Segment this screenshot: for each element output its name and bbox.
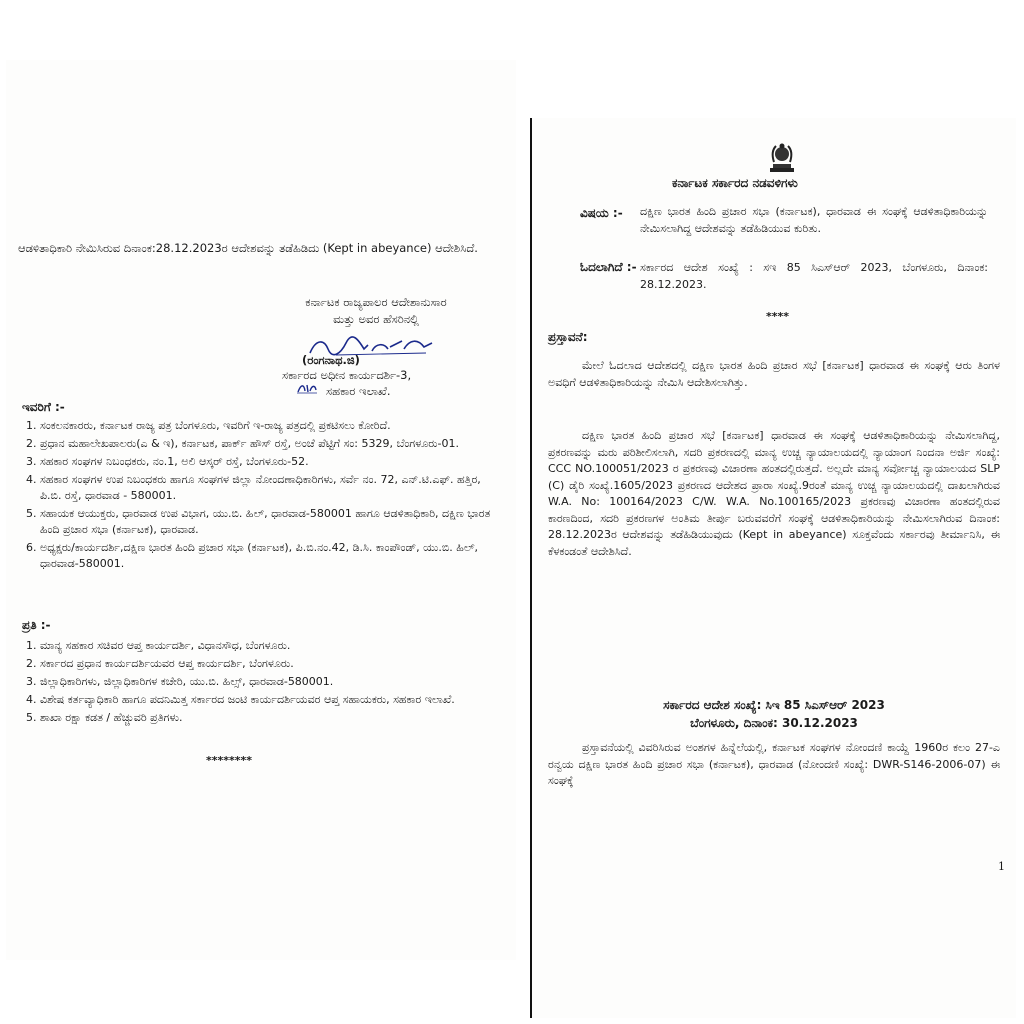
list-item: 1. ಸಂಕಲನಕಾರರು, ಕರ್ನಾಟಕ ರಾಜ್ಯ ಪತ್ರ ಬೆಂಗಳೂರು, ಇವರಿಗೆ ಇ-ರಾಜ್ಯ ಪತ್ರದಲ್ಲಿ ಪ್ರಕಟಿಸಲು ಕೋರಿದೆ. [40,418,500,434]
copy-to-heading: ಪ್ರತಿ :- [22,618,51,632]
order-date: ಬೆಂಗಳೂರು, ದಿನಾಂಕ: 30.12.2023 [690,716,858,730]
recipients-list [28,418,500,573]
right-document-page [530,118,1016,1018]
preamble-paragraph-2: ದಕ್ಷಿಣ ಭಾರತ ಹಿಂದಿ ಪ್ರಚಾರ ಸಭೆ [ಕರ್ನಾಟಕ] ಧಾರವಾಡ ಈ ಸಂಘಕ್ಕೆ ಆಡಳಿತಾಧಿಕಾರಿಯನ್ನು ನೇಮಿಸಲಾಗಿದ್ದ, ಪ್ರಕರಣವನ್ನು ಮರು ಪರಿಶೀಲಿಸಲಾಗಿ, ಸದರಿ ಪ್ರಕರಣದಲ್ಲಿ ಮಾನ್ಯ ಉಚ್ಚ ನ್ಯಾಯಾಲಯದಲ್ಲಿ ನ್ಯಾಯಾಂಗ ನಿಂದನಾ ಅರ್ಜಿ ಸಂಖ್ಯೆ: CCC NO.100051/2023 ರ ಪ್ರಕರಣವು ವಿಚಾರಣಾ ಹಂತದಲ್ಲಿರುತ್ತದೆ. ಅಲ್ಲದೇ ಮಾನ್ಯ ಸರ್ವೋಚ್ಚ ನ್ಯಾಯಾಲಯದ SLP (C) ಡೈರಿ ಸಂಖ್ಯೆ.1605/2023 ಪ್ರಕರಣದ ಆದೇಶದ ಪ್ರಾರಾ ಸಂಖ್ಯೆ.9ರಂತೆ ಮಾನ್ಯ ಉಚ್ಚ ನ್ಯಾಯಾಲಯದಲ್ಲಿ ದಾಖಲಾಗಿರುವ W.A. No: 100164/2023 C/W. W.A. No.100165/2023 ಪ್ರಕರಣವು ವಿಚಾರಣಾ ಹಂತದಲ್ಲಿರುವ ಕಾರಣದಿಂದ, ಸದರಿ ಪ್ರಕರಣಗಳ ಅಂತಿಮ ತೀರ್ಪು ಬರುವವರೆಗೆ ಸಂಘಕ್ಕೆ ಆಡಳಿತಾಧಿಕಾರಿಯನ್ನು ನೇಮಿಸಲಾಗಿರುವ ದಿನಾಂಕ: 28.12.2023ರ ಆದೇಶವನ್ನು ತಡೆಹಿಡಿಯುವುದು (Kept in abeyance) ಸೂಕ್ತವೆಂದು ಸರ್ಕಾರವು ತೀರ್ಮಾನಿಸಿ, ಈ ಕೆಳಕಂಡಂತೆ ಆದೇಶಿಸಿದೆ. [548,429,1000,558]
end-marker: ******** [206,754,253,767]
read-text: ಸರ್ಕಾರದ ಆದೇಶ ಸಂಖ್ಯೆ : ಸಇ 85 ಸಿಎಸ್‌ಆರ್ 2023, ಬೆಂಗಳೂರು, ದಿನಾಂಕ: 28.12.2023. [640,261,988,291]
preamble-heading: ಪ್ರಸ್ತಾವನೆ: [548,330,588,344]
initials-mark [296,382,318,394]
list-item: 6. ಅಧ್ಯಕ್ಷರು/ಕಾರ್ಯದರ್ಶಿ,ದಕ್ಷಿಣ ಭಾರತ ಹಿಂದಿ ಪ್ರಚಾರ ಸಭಾ (ಕರ್ನಾಟಕ), ಪಿ.ಬಿ.ನಂ.42, ಡಿ.ಸಿ. ಕಾಂಪೌಂಡ್, ಯು.ಬಿ. ಹಿಲ್, ಧಾರವಾಡ-580001. [40,540,500,572]
list-item: 3. ಸಹಕಾರ ಸಂಘಗಳ ನಿಬಂಧಕರು, ನಂ.1, ಅಲಿ ಆಸ್ಕರ್ ರಸ್ತೆ, ಬೆಂಗಳೂರು-52. [40,454,500,470]
list-item: 2. ಪ್ರಧಾನ ಮಹಾಲೇಖಪಾಲರು(ಎ & ಇ), ಕರ್ನಾಟಕ, ಪಾರ್ಕ್ ಹೌಸ್ ರಸ್ತೆ, ಅಂಚೆ ಪೆಟ್ಟಿಗೆ ಸಂ: 5329, ಬೆಂಗಳೂರು-01. [40,436,500,452]
list-item: 1. ಮಾನ್ಯ ಸಹಕಾರ ಸಚಿವರ ಆಪ್ತ ಕಾರ್ಯದರ್ಶಿ, ವಿಧಾನಸೌಧ, ಬೆಂಗಳೂರು. [40,638,500,654]
section-separator: **** [766,310,790,323]
copy-to-list [28,638,500,728]
list-item: 2. ಸರ್ಕಾರದ ಪ್ರಧಾನ ಕಾರ್ಯದರ್ಶಿಯವರ ಆಪ್ತ ಕಾರ್ಯದರ್ಶಿ, ಬೆಂಗಳೂರು. [40,656,500,672]
government-emblem-icon [764,142,800,174]
left-document-page [6,60,516,960]
signatory-department: ಸಹಕಾರ ಇಲಾಖೆ. [326,384,391,398]
page-number: 1 [998,860,1005,873]
list-item: 5. ಸಹಾಯಕ ಆಯುಕ್ತರು, ಧಾರವಾಡ ಉಪ ವಿಭಾಗ, ಯು.ಬಿ. ಹಿಲ್, ಧಾರವಾಡ-580001 ಹಾಗೂ ಆಡಳಿತಾಧಿಕಾರಿ, ದಕ್ಷಿಣ ಭಾರತ ಹಿಂದಿ ಪ್ರಚಾರ ಸಭಾ (ಕರ್ನಾಟಕ), ಧಾರವಾಡ. [40,506,500,538]
read-label: ಓದಲಾಗಿದೆ :- [580,260,637,274]
signatory-name: (ರಂಗನಾಥ.ಜಿ) [302,353,360,367]
subject-label: ವಿಷಯ :- [580,206,623,220]
list-item: 3. ಜಿಲ್ಲಾಧಿಕಾರಿಗಳು, ಜಿಲ್ಲಾಧಿಕಾರಿಗಳ ಕಚೇರಿ, ಯು.ಬಿ. ಹಿಲ್ಸ್, ಧಾರವಾಡ-580001. [40,674,500,690]
list-item: 4. ಸಹಕಾರ ಸಂಘಗಳ ಉಪ ನಿಬಂಧಕರು ಹಾಗೂ ಸಂಘಗಳ ಜಿಲ್ಲಾ ನೋಂದಣಾಧಿಕಾರಿಗಳು, ಸರ್ವೆ ನಂ. 72, ಎನ್.ಟಿ.ಎಫ್. ಹತ್ತಿರ, ಪಿ.ಬಿ. ರಸ್ತೆ, ಧಾರವಾಡ - 580001. [40,472,500,504]
recipients-heading: ಇವರಿಗೆ :- [22,400,65,414]
subject-text: ದಕ್ಷಿಣ ಭಾರತ ಹಿಂದಿ ಪ್ರಚಾರ ಸಭಾ (ಕರ್ನಾಟಕ), ಧಾರವಾಡ ಈ ಸಂಘಕ್ಕೆ ಆಡಳಿತಾಧಿಕಾರಿಯನ್ನು ನೇಮಿಸಲಾಗಿದ್ದ ಆದೇಶವನ್ನು ತಡೆಹಿಡಿಯುವ ಕುರಿತು. [640,205,988,235]
order-paragraph: ಪ್ರಸ್ತಾವನೆಯಲ್ಲಿ ವಿವರಿಸಿರುವ ಅಂಶಗಳ ಹಿನ್ನೆಲೆಯಲ್ಲಿ, ಕರ್ನಾಟಕ ಸಂಘಗಳ ನೋಂದಣಿ ಕಾಯ್ದೆ 1960ರ ಕಲಂ 27-ಎ ರನ್ವಯ ದಕ್ಷಿಣ ಭಾರತ ಹಿಂದಿ ಪ್ರಚಾರ ಸಭಾ (ಕರ್ನಾಟಕ), ಧಾರವಾಡ (ನೋಂದಣಿ ಸಂಖ್ಯೆ: DWR-S146-2006-07) ಈ ಸಂಘಕ್ಕೆ [548,741,1000,787]
signature-line-1: ಕರ್ನಾಟಕ ರಾಜ್ಯಪಾಲರ ಆದೇಶಾನುಸಾರ [305,295,447,309]
list-item: 5. ಶಾಖಾ ರಕ್ಷಾ ಕಡತ / ಹೆಚ್ಚುವರಿ ಪ್ರತಿಗಳು. [40,710,500,726]
order-number: ಸರ್ಕಾರದ ಆದೇಶ ಸಂಖ್ಯೆ: ಸಿಇ 85 ಸಿಎಸ್‌ಆರ್ 2023 [663,698,885,712]
list-item: 4. ವಿಶೇಷ ಕರ್ತವ್ಯಾಧಿಕಾರಿ ಹಾಗೂ ಪದನಿಮಿತ್ತ ಸರ್ಕಾರದ ಜಂಟಿ ಕಾರ್ಯದರ್ಶಿಯವರ ಆಪ್ತ ಸಹಾಯಕರು, ಸಹಕಾರ ಇಲಾಖೆ. [40,692,500,708]
proceedings-title: ಕರ್ನಾಟಕ ಸರ್ಕಾರದ ನಡವಳಿಗಳು [672,176,798,190]
signatory-title: ಸರ್ಕಾರದ ಅಧೀನ ಕಾರ್ಯದರ್ಶಿ-3, [282,368,412,382]
signature-block [256,294,496,327]
signature-line-2: ಮತ್ತು ಅವರ ಹೆಸರಿನಲ್ಲಿ [333,311,419,326]
intro-paragraph: ಆಡಳಿತಾಧಿಕಾರಿ ನೇಮಿಸಿರುವ ದಿನಾಂಕ:28.12.2023ರ ಆದೇಶವನ್ನು ತಡೆಹಿಡಿದು (Kept in abeyance) ಆದೇಶಿಸಿದೆ. [18,241,478,255]
preamble-paragraph-1: ಮೇಲೆ ಓದಲಾದ ಆದೇಶದಲ್ಲಿ ದಕ್ಷಿಣ ಭಾರತ ಹಿಂದಿ ಪ್ರಚಾರ ಸಭೆ [ಕರ್ನಾಟಕ] ಧಾರವಾಡ ಈ ಸಂಘಕ್ಕೆ ಆರು ತಿಂಗಳ ಅವಧಿಗೆ ಆಡಳಿತಾಧಿಕಾರಿಯನ್ನು ನೇಮಿಸಿ ಆದೇಶಿಸಲಾಗಿತ್ತು. [548,359,1000,389]
